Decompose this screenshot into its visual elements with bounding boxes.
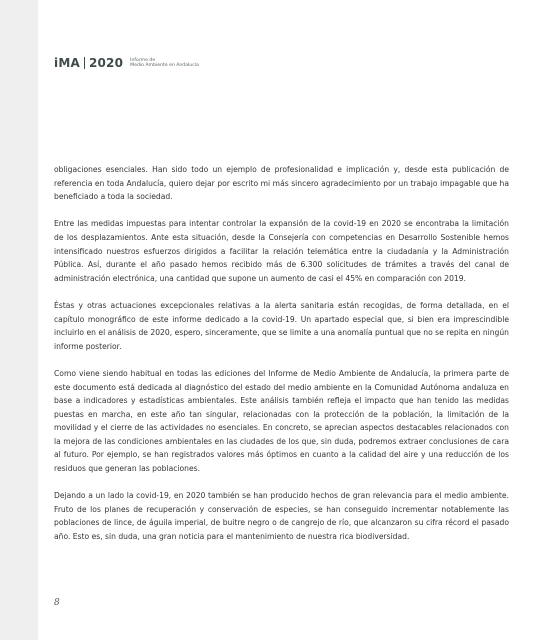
logo-year: 2020	[88, 56, 124, 70]
page-number: 8	[54, 598, 60, 608]
paragraph: obligaciones esenciales. Han sido todo un ejemplo de profesionalidad e implicación y, desde esta publicación de referencia en toda Andalucía, quiero dejar por escrito mi más sincero agradecimiento por un trabajo impagable que ha beneficiado a toda la sociedad.	[54, 165, 509, 202]
paragraph: Entre las medidas impuestas para intentar controlar la expansión de la covid-19 en 2020 se encontraba la limitación de los desplazamientos. Ante esta situación, desde la Consejería con competencias en Desarrollo Sostenible hemos intensificado nuestros esfuerzos dirigidos a facilitar la relación telemática entre la ciudadanía y la Administración Pública. Así, durante el año pasado hemos recibido más de 6.300 solicitudes de trámites a través del canal de administración electrónica, una cantidad que supone un aumento de casi el 45% en comparación con 2019.	[54, 219, 509, 283]
logo-divider	[84, 57, 85, 69]
paragraph: Dejando a un lado la covid-19, en 2020 también se han producido hechos de gran relevancia para el medio ambiente. Fruto de los planes de recuperación y conservación de especies, se han conseguido incrementar notablemente las poblaciones de lince, de águila imperial, de buitre negro o de cangrejo de río, que alcanzaron su cifra récord el pasado año. Esto es, sin duda, una gran noticia para el mantenimiento de nuestra rica biodiversidad.	[54, 491, 509, 542]
logo-subtitle	[130, 58, 199, 69]
paragraph: Como viene siendo habitual en todas las ediciones del Informe de Medio Ambiente de Andalucía, la primera parte de este documento está dedicada al diagnóstico del estado del medio ambiente en la Comunidad Autónoma andaluza en base a indicadores y estadísticas ambientales. Este análisis también refleja el impacto que han tenido las medidas puestas en marcha, en este año tan singular, relacionadas con la protección de la población, la limitación de la movilidad y el cierre de las actividades no esenciales. En concreto, se aprecian aspectos destacables relacionados con la mejora de las condiciones ambientales en las ciudades de los que, sin duda, podremos extraer conclusiones de cara al futuro. Por ejemplo, se han registrados valores más óptimos en cuanto a la calidad del aire y una reducción de los residuos que generan las poblaciones.	[54, 368, 509, 474]
paragraph: Éstas y otras actuaciones excepcionales relativas a la alerta sanitaria están recogidas, de forma detallada, en el capítulo monográfico de este informe dedicado a la covid-19. Un apartado especial que, si bien era imprescindible incluirlo en el análisis de 2020, espero, sinceramente, que se limite a una anomalía puntual que no se repita en ningún informe posterior.	[54, 300, 509, 351]
page-margin-band	[0, 0, 38, 640]
logo-text: iMA	[54, 56, 80, 70]
logo-subtitle-line2: Medio Ambiente en Andalucía	[130, 63, 199, 68]
report-logo	[54, 56, 199, 70]
logo-mark	[54, 56, 123, 70]
body-text	[54, 163, 509, 557]
logo-subtitle-line1: Informe de	[130, 57, 156, 63]
